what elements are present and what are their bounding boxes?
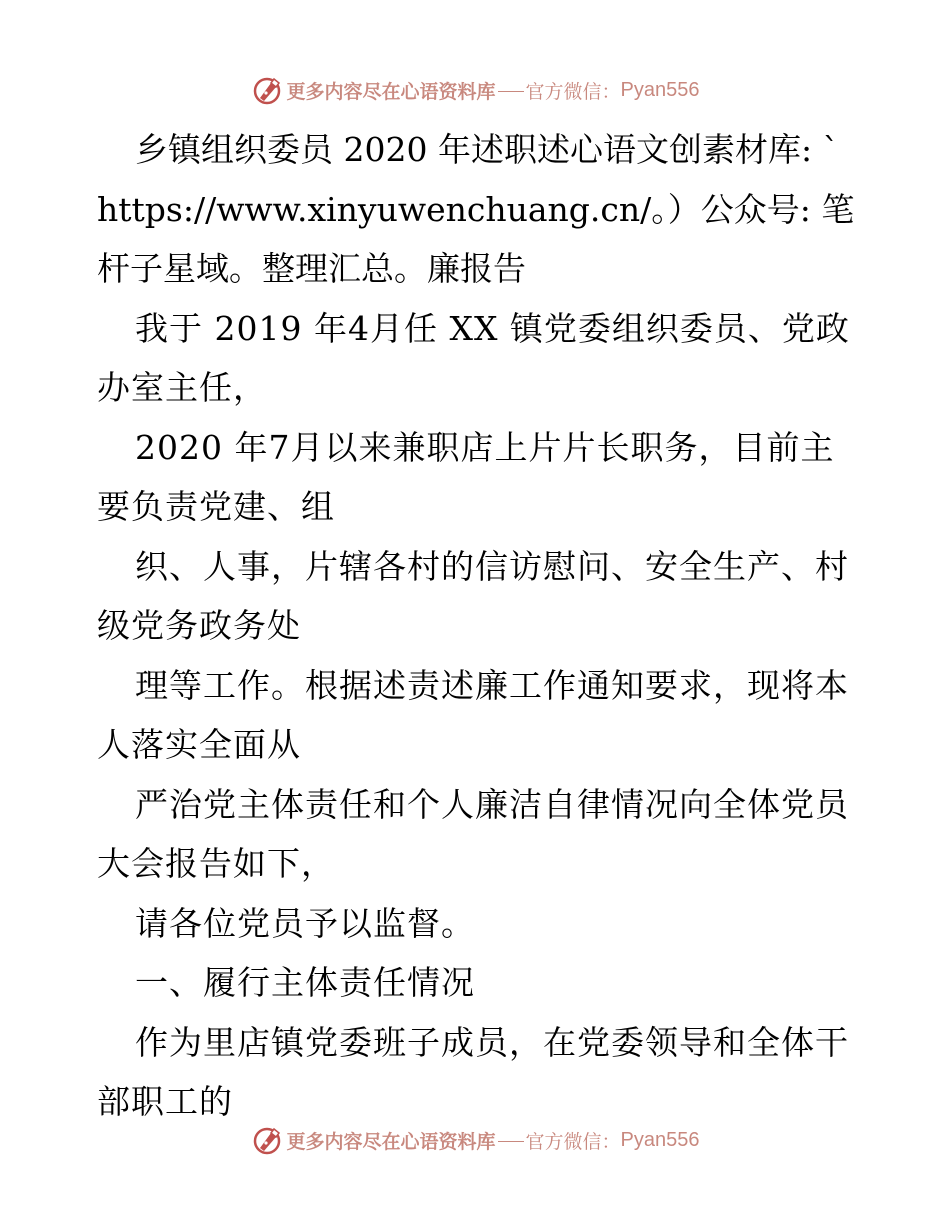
watermark-wechat-handle: Pyan556: [620, 78, 700, 101]
footer-watermark-banner: [0, 1120, 950, 1160]
section-heading-1: 一、履行主体责任情况: [135, 963, 475, 1002]
watermark-dash: [498, 91, 524, 92]
watermark-wechat-handle: Pyan556: [620, 1128, 700, 1151]
paragraph-6: 严治党主体责任和个人廉洁自律情况向全体党员大会报告如下，: [97, 784, 849, 883]
paragraph-5: 理等工作。根据述责述廉工作通知要求，现将本人落实全面从: [97, 665, 849, 764]
paragraph-7: 请各位党员予以监督。: [135, 903, 475, 943]
watermark-brand-text: 更多内容尽在心语资料库: [286, 80, 496, 103]
document-body: [97, 120, 857, 1132]
paragraph-8: 作为里店镇党委班子成员，在党委领导和全体干部职工的: [97, 1022, 849, 1121]
watermark-wechat-label: 官方微信：: [525, 80, 621, 103]
pen-nib-circle-logo-icon: [251, 1124, 283, 1156]
paragraph-3: 2020 年7月以来兼职店上片片长职务，目前主要负责党建、组: [97, 427, 835, 526]
paragraph-4: 织、人事，片辖各村的信访慰问、安全生产、村级党务政务处: [97, 546, 849, 645]
watermark-dash: [498, 1141, 524, 1142]
paragraph-2: 我于 2019 年4月任 XX 镇党委组织委员、党政办室主任，: [97, 308, 850, 407]
header-watermark-banner: [0, 70, 950, 110]
watermark-wechat-label: 官方微信：: [525, 1130, 621, 1153]
watermark-brand-text: 更多内容尽在心语资料库: [286, 1130, 496, 1153]
paragraph-1: 乡镇组织委员 2020 年述职述心语文创素材库: `https://www.xinyuwenchuang.cn/。）公众号: 笔杆子星域。整理汇总。廉报告: [97, 130, 855, 288]
pen-nib-circle-logo-icon: [251, 74, 283, 106]
